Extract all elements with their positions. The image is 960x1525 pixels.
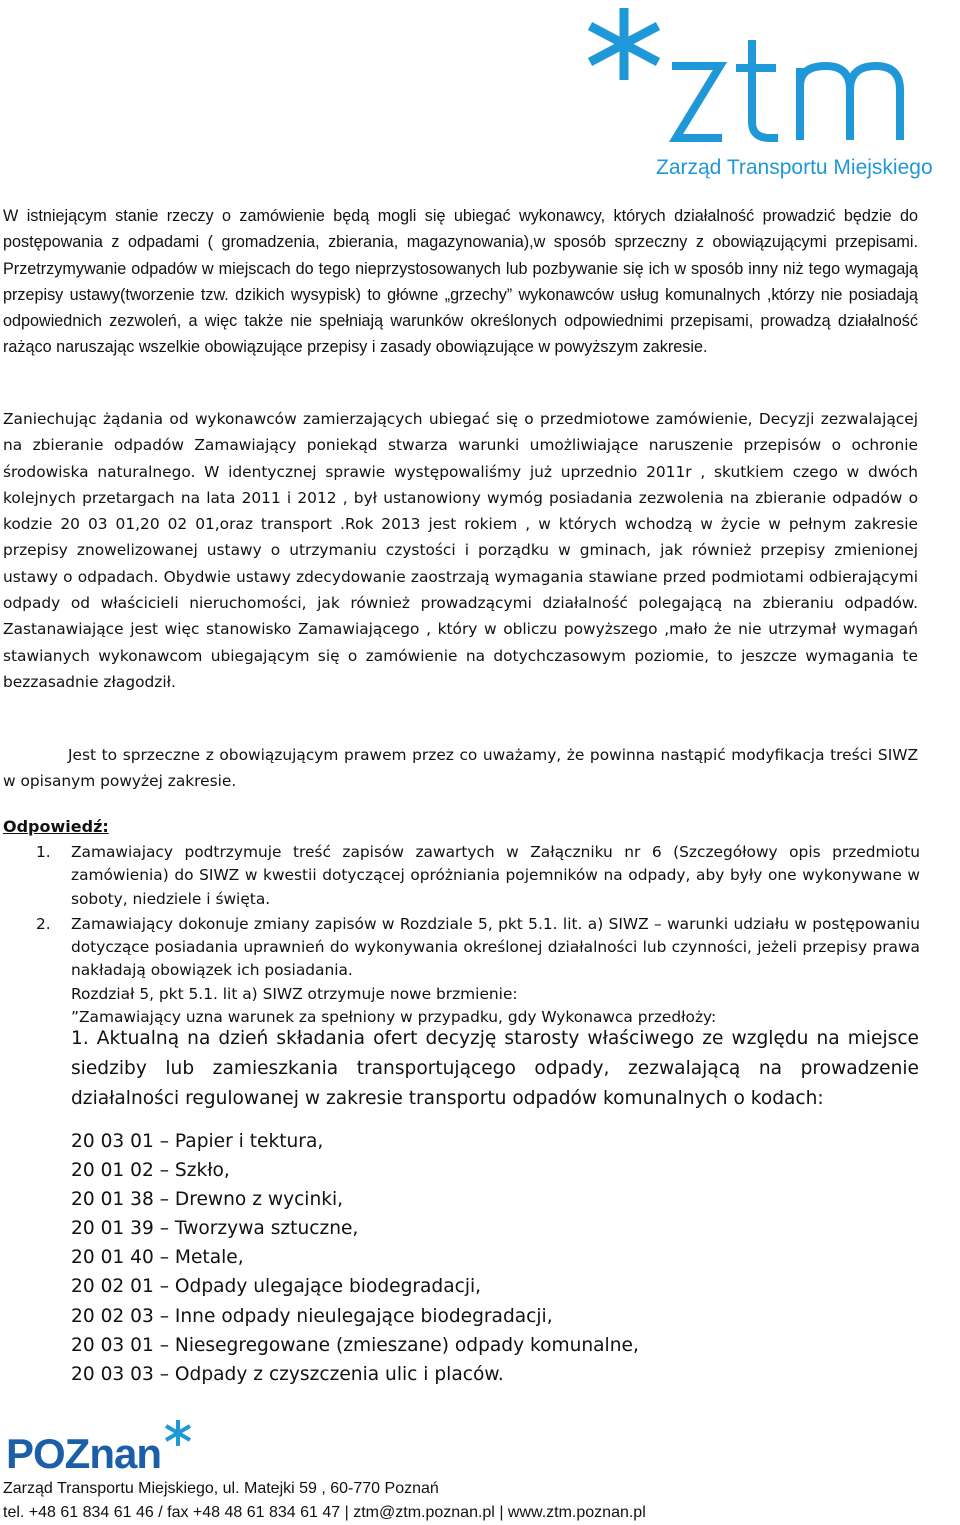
list-item [0, 913, 920, 983]
footer-email[interactable]: ztm@ztm.poznan.pl [353, 1504, 495, 1521]
answer-list [0, 841, 920, 1029]
poznan-logo [6, 1416, 196, 1472]
list-item-text: Zamawiajacy podtrzymuje treść zapisów zawartych w Załączniku nr 6 (Szczegółowy opis przedmiotu zamówienia) do SIWZ w kwestii dotyczącej opróżniania pojemników na odpady, aby były one wykonywane w soboty, niedziele i święta. [71, 843, 920, 908]
svg-text:POZnan: POZnan [6, 1430, 162, 1472]
waste-code-item: 20 03 03 – Odpady z czyszczenia ulic i placów. [71, 1363, 504, 1385]
requirement-1: 1. Aktualną na dzień składania ofert decyzję starosty właściwego ze względu na miejsce siedziby lub zamieszkania transportującego odpady, zezwalającą na prowadzenie działalności regulowanej w zakresie transportu odpadów komunalnych o kodach: [71, 1028, 919, 1109]
new-wording-intro: Rozdział 5, pkt 5.1. lit a) SIWZ otrzymuje nowe brzmienie: [71, 984, 518, 1003]
paragraph-3: Jest to sprzeczne z obowiązującym prawem przez co uważamy, że powinna nastąpić modyfikacja treści SIWZ w opisanym powyżej zakresie. [3, 746, 918, 790]
waste-code-item: 20 02 01 – Odpady ulegające biodegradacji, [71, 1276, 482, 1298]
waste-code-item: 20 01 39 – Tworzywa sztuczne, [71, 1218, 359, 1240]
footer-separator: | [344, 1504, 349, 1521]
footer-separator: | [499, 1504, 504, 1521]
waste-code-item: 20 01 38 – Drewno z wycinki, [71, 1189, 344, 1211]
footer-phone: tel. +48 61 834 61 46 / fax +48 48 61 834 61 47 [3, 1504, 341, 1521]
footer-address: Zarząd Transportu Miejskiego, ul. Matejki 59 , 60-770 Poznań [3, 1480, 439, 1497]
asterisk-icon [166, 1420, 190, 1446]
waste-code-item: 20 01 40 – Metale, [71, 1247, 244, 1269]
list-item [0, 841, 920, 911]
paragraph-1: W istniejącym stanie rzeczy o zamówienie będą mogli się ubiegać wykonawcy, których działalność prowadzić będzie do postępowania z odpadami ( gromadzenia, zbierania, magazynowania),w sposób sprzeczny z obowiązującymi przepisami. Przetrzymywanie odpadów w miejscach do tego nieprzystosowanych lub pozbywanie się ich w sposób inny niż tego wymagają przepisy ustawy(tworzenie tzw. dzikich wysypisk) to główne „grzechy” wykonawców usług komunalnych ,którzy nie posiadają odpowiednich zezwoleń, a więc także nie spełniają warunków określonych odpowiednimi przepisami, prowadzą działalność rażąco naruszając wszelkie obowiązujące przepisy i zasady obowiązujące w powyższym zakresie. [3, 207, 918, 357]
footer-website[interactable]: www.ztm.poznan.pl [507, 1504, 646, 1521]
answer-heading [3, 817, 109, 836]
list-item-text: Zamawiający dokonuje zmiany zapisów w Rozdziale 5, pkt 5.1. lit. a) SIWZ – warunki udziału w postępowaniu dotyczące posiadania uprawnień do wykonywania określonej działalności lub czynności, jeżeli przepisy prawa nakładają obowiązek ich posiadania. [71, 914, 920, 980]
waste-code-item: 20 03 01 – Niesegregowane (zmieszane) odpady komunalne, [71, 1334, 639, 1356]
answer-heading-label: Odpowiedź [3, 817, 103, 836]
waste-codes-list [71, 1127, 639, 1389]
asterisk-icon [590, 8, 658, 80]
list-item-number: 1. [36, 843, 51, 861]
logo-subtitle: Zarząd Transportu Miejskiego [656, 156, 933, 179]
footer-contact [3, 1504, 646, 1522]
list-item-number: 2. [36, 914, 51, 933]
waste-code-item: 20 01 02 – Szkło, [71, 1160, 230, 1182]
waste-code-item: 20 03 01 – Papier i tektura, [71, 1131, 324, 1152]
new-wording-quote: ”Zamawiający uzna warunek za spełniony w przypadku, gdy Wykonawca przedłoży: [71, 1008, 717, 1027]
paragraph-2: Zaniechując żądania od wykonawców zamierzających ubiegać się o przedmiotowe zamówienie, Decyzji zezwalającej na zbieranie odpadów Zamawiający poniekąd stwarza warunki umożliwiające naruszenie przepisów o ochronie środowiska naturalnego. W identycznej sprawie występowaliśmy już uprzednio 2011r , skutkiem czego w dwóch kolejnych przetargach na lata 2011 i 2012 , był ustanowiony wymóg posiadania zezwolenia na zbieranie odpadów o kodzie 20 03 01,20 02 01,oraz transport .Rok 2013 jest rokiem , w których wchodzą w życie w pełnym zakresie przepisy znowelizowanej ustawy o utrzymaniu czystości i porządku w gminach, jak również przepisy zmienionej ustawy o odpadach. Obydwie ustawy zdecydowanie zaostrzają wymagania stawiane przed podmiotami odbierającymi odpady od właścicieli nieruchomości, jak również prowadzącymi działalność polegającą na zbieraniu odpadów. Zastanawiające jest więc stanowisko Zamawiającego , który w obliczu powyższego ,mało że nie utrzymał wymagań stawianych wykonawcom ubiegającym się o zamówienie na dotychczasowym poziomie, to jeszcze wymagania te bezzasadnie złagodził. [3, 410, 918, 691]
answer-heading-colon: : [102, 817, 109, 836]
waste-code-item: 20 02 03 – Inne odpady nieulegające biodegradacji, [71, 1305, 553, 1327]
